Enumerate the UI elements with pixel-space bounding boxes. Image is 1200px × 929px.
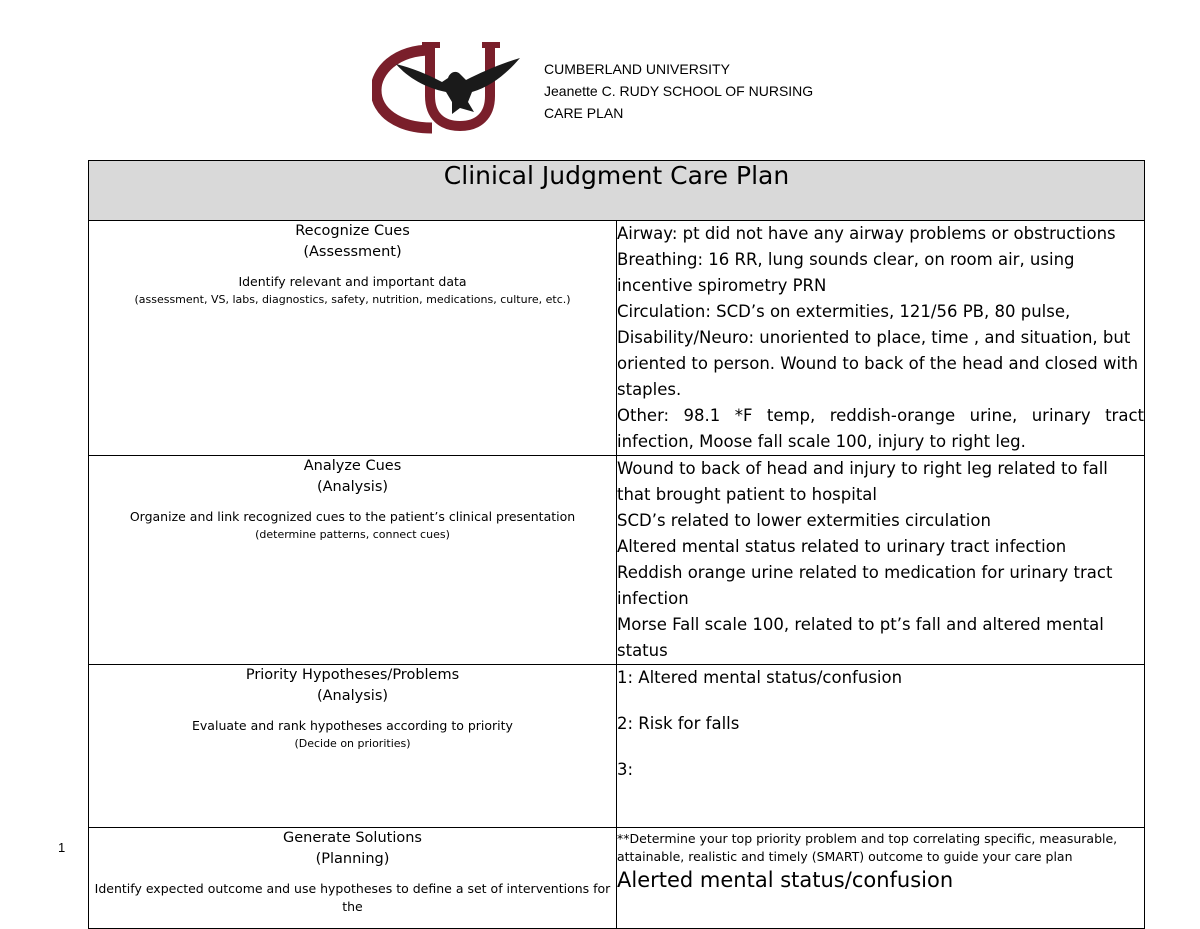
svg-text:CU: CU <box>372 42 374 43</box>
row-subheading: (Analysis) <box>316 688 389 704</box>
other-line: Other: 98.1 *F temp, reddish-orange urine, urinary tract infection, Moose fall scale 100, injury to right leg. <box>617 406 1144 451</box>
row-description: Identify expected outcome and use hypotheses to define a set of interventions for the <box>94 881 611 914</box>
table-row <box>89 665 1145 828</box>
breathing-line: Breathing: 16 RR, lung sounds clear, on room air, using incentive spirometry PRN <box>617 250 1075 295</box>
row-subheading: (Assessment) <box>303 244 402 260</box>
row-label-priority-hypotheses <box>89 665 617 828</box>
planning-content[interactable] <box>617 828 1145 929</box>
school-name: Jeanette C. RUDY SCHOOL OF NURSING <box>544 83 814 99</box>
priority-3: 3: <box>617 760 634 779</box>
document-type: CARE PLAN <box>544 105 624 121</box>
row-subheading: (Planning) <box>315 851 390 867</box>
row-hint: (determine patterns, connect cues) <box>255 528 450 541</box>
dash-separator: _ _ _ _ _ _ _ _ _ _ _ _ _ _ _ _ _ _ _ _ _ _ <box>216 707 489 717</box>
priority-1: 1: Altered mental status/confusion <box>617 668 903 687</box>
assessment-content[interactable] <box>617 221 1145 456</box>
table-title: Clinical Judgment Care Plan <box>89 161 1145 221</box>
row-heading: Priority Hypotheses/Problems <box>245 667 460 683</box>
table-row <box>89 456 1145 665</box>
neuro-line: Disability/Neuro: unoriented to place, time , and situation, but oriented to person. Wound to back of the head and closed with staples. <box>617 328 1139 399</box>
row-hint: (assessment, VS, labs, diagnostics, safety, nutrition, medications, culture, etc.) <box>134 293 571 306</box>
dash-separator: _ _ _ _ _ _ _ _ _ _ _ _ _ _ _ _ _ _ _ _ _ _ <box>216 263 489 273</box>
university-name: CUMBERLAND UNIVERSITY <box>544 61 730 77</box>
row-label-recognize-cues <box>89 221 617 456</box>
row-hint: (Decide on priorities) <box>294 737 411 750</box>
priority-content[interactable] <box>617 665 1145 828</box>
row-subheading: (Analysis) <box>316 479 389 495</box>
page-number: 1 <box>58 840 66 855</box>
university-logo <box>372 42 532 134</box>
table-row <box>89 221 1145 456</box>
table-row <box>89 828 1145 929</box>
analysis-line: Altered mental status related to urinary tract infection <box>617 537 1067 556</box>
analysis-line: Reddish orange urine related to medication for urinary tract infection <box>617 563 1113 608</box>
dash-separator: _ _ _ _ _ _ _ _ _ _ _ _ _ _ _ _ _ _ _ _ _ _ <box>216 870 489 880</box>
priority-2: 2: Risk for falls <box>617 714 740 733</box>
row-heading: Analyze Cues <box>303 458 402 474</box>
row-heading: Recognize Cues <box>295 223 410 239</box>
airway-line: Airway: pt did not have any airway problems or obstructions <box>617 224 1116 243</box>
row-description: Evaluate and rank hypotheses according to priority <box>192 718 513 733</box>
row-description: Identify relevant and important data <box>238 274 467 289</box>
circulation-line: Circulation: SCD’s on extermities, 121/56 PB, 80 pulse, <box>617 302 1071 321</box>
row-label-generate-solutions <box>89 828 617 929</box>
row-description: Organize and link recognized cues to the patient’s clinical presentation <box>129 509 576 524</box>
analysis-line: Morse Fall scale 100, related to pt’s fall and altered mental status <box>617 615 1104 660</box>
dash-separator: _ _ _ _ _ _ _ _ _ _ _ _ _ _ _ _ _ _ _ _ _ _ <box>216 498 489 508</box>
care-plan-table <box>88 160 1145 929</box>
analysis-content[interactable] <box>617 456 1145 665</box>
analysis-line: SCD’s related to lower extermities circulation <box>617 511 991 530</box>
analysis-line: Wound to back of head and injury to right leg related to fall that brought patient to hospital <box>617 459 1108 504</box>
header-text <box>544 58 813 124</box>
row-label-analyze-cues <box>89 456 617 665</box>
row-heading: Generate Solutions <box>283 830 422 846</box>
top-priority-problem: Alerted mental status/confusion <box>617 868 954 892</box>
smart-outcome-instruction: **Determine your top priority problem and top correlating specific, measurable, attainable, realistic and timely (SMART) outcome to guide your care plan <box>617 831 1118 864</box>
